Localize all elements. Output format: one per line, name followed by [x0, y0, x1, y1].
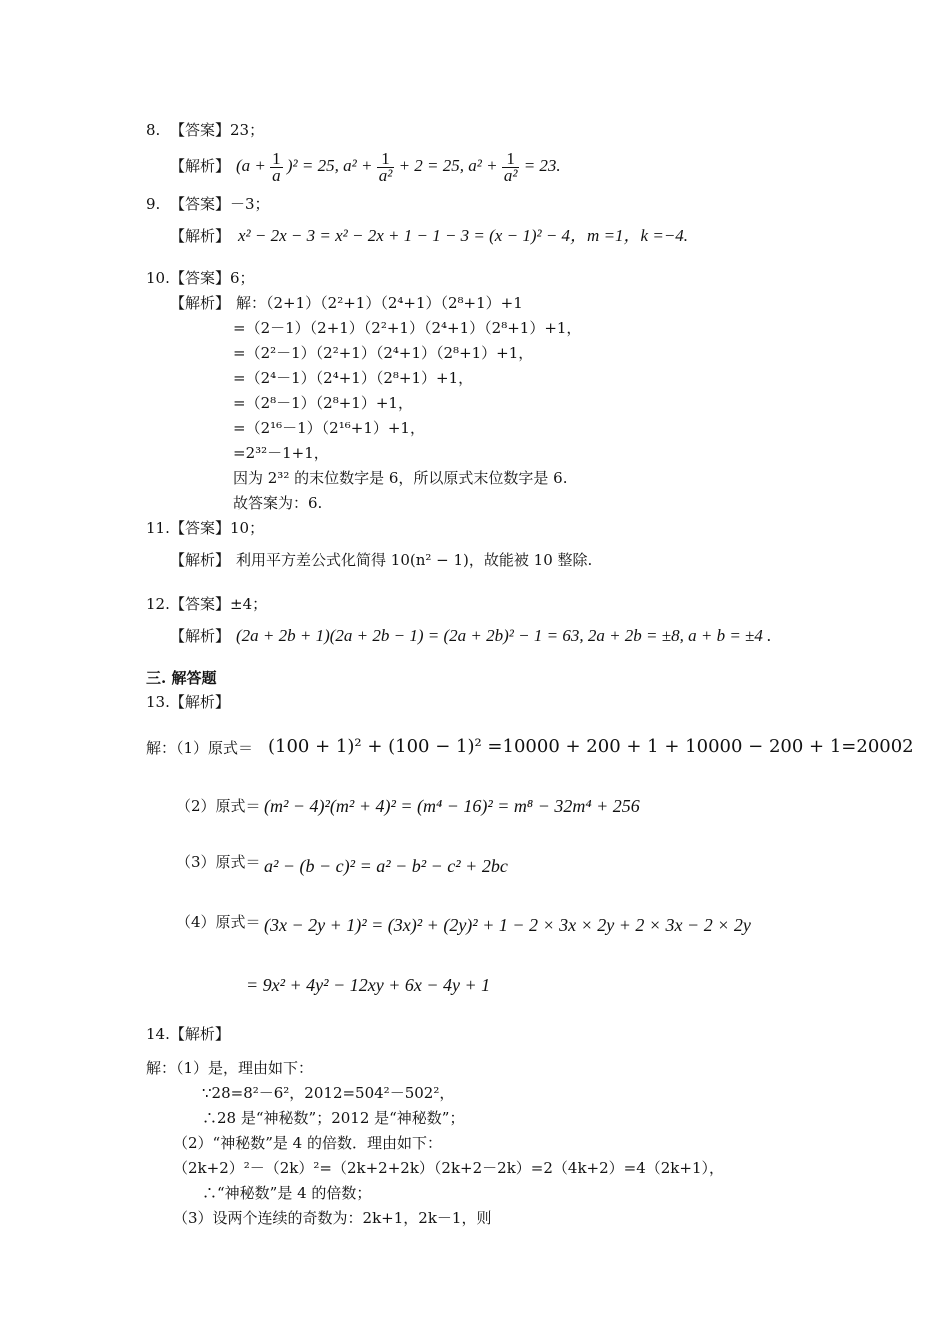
q9-answer: 【答案】－3；: [170, 195, 270, 213]
q12-answer: 【答案】±4；: [170, 595, 268, 613]
q13-part4-expr: (3x − 2y + 1)² = (3x)² + (2y)² + 1 − 2 × 3x × 2y + 2 × 3x − 2 × 2y: [264, 915, 751, 935]
q10-line-2: =（2－1）（2+1）（2²+1）（2⁴+1）（2⁸+1）+1，: [233, 319, 582, 337]
q13-part3-expr: a² − (b − c)² = a² − b² − c² + 2bc: [264, 856, 508, 876]
section-heading: 三. 解答题: [146, 669, 217, 687]
q9-analysis-tag: 【解析】: [170, 227, 231, 245]
q10-line-9: 故答案为：6.: [233, 494, 323, 512]
q10-answer: 【答案】6；: [170, 269, 255, 287]
q14-line-7: （3）设两个连续的奇数为：2k+1，2k－1，则: [173, 1209, 492, 1227]
q10-analysis-tag: 【解析】: [170, 294, 231, 312]
q8-sol-a: (a +: [236, 156, 266, 175]
q12-analysis-tag: 【解析】: [170, 627, 231, 645]
q14-line-1: 解：（1）是，理由如下：: [146, 1059, 314, 1077]
q10-line-5: =（2⁸－1）（2⁸+1）+1，: [233, 394, 413, 412]
q8-answer: 【答案】23；: [170, 121, 265, 139]
q11-analysis-tag: 【解析】: [170, 551, 231, 569]
q8-sol-b: )² = 25, a² +: [286, 156, 373, 175]
q11-solution: 利用平方差公式化简得 10(n² − 1)，故能被 10 整除.: [236, 551, 593, 569]
q14-line-2: ∵28=8²－6²，2012=504²－502²，: [202, 1084, 455, 1102]
q8-number: 8.: [146, 121, 161, 139]
q12-solution: (2a + 2b + 1)(2a + 2b − 1) = (2a + 2b)² − 1 = 63, 2a + 2b = ±8, a + b = ±4 .: [236, 626, 772, 645]
q14-line-5: （2k+2）²－（2k）²=（2k+2+2k）（2k+2－2k）=2（4k+2）=4（2k+1），: [173, 1159, 725, 1177]
q8-solution: [236, 148, 561, 184]
q10-line-1: 解：（2+1）（2²+1）（2⁴+1）（2⁸+1）+1: [236, 294, 523, 312]
q10-line-3: =（2²－1）（2²+1）（2⁴+1）（2⁸+1）+1，: [233, 344, 534, 362]
q13-part2-expr: (m² − 4)²(m² + 4)² = (m⁴ − 16)² = m⁸ − 32m⁴ + 256: [264, 796, 640, 816]
q8-analysis-tag: 【解析】: [170, 157, 231, 175]
q8-fraction-2: $\frac{1}{\text{a²}}$: [378, 148, 393, 185]
q9-solution: x² − 2x − 3 = x² − 2x + 1 − 1 − 3 = (x − 1)² − 4，m =1，k =−4.: [238, 226, 689, 245]
q8-sol-d: = 23.: [523, 156, 561, 175]
q13-part3-label: （3）原式＝: [176, 853, 261, 871]
q13-part4-result: = 9x² + 4y² − 12xy + 6x − 4y + 1: [246, 975, 491, 995]
q14-line-4: （2）“神秘数”是 4 的倍数．理由如下：: [173, 1134, 442, 1152]
q10-number: 10.: [146, 269, 170, 287]
q10-line-4: =（2⁴－1）（2⁴+1）（2⁸+1）+1，: [233, 369, 474, 387]
q8-fraction-1: $\frac{1}{a}$: [272, 148, 281, 185]
q13-heading: 13.【解析】: [146, 693, 230, 711]
q10-line-7: =2³²－1+1，: [233, 444, 329, 462]
q8-sol-c: + 2 = 25, a² +: [398, 156, 498, 175]
q10-line-8: 因为 2³² 的末位数字是 6，所以原式末位数字是 6.: [233, 469, 568, 487]
q13-part1-label: 解：（1）原式＝: [146, 739, 254, 757]
q14-line-6: ∴“神秘数”是 4 的倍数；: [202, 1184, 372, 1202]
q10-line-6: =（2¹⁶－1）（2¹⁶+1）+1，: [233, 419, 425, 437]
q13-part2-label: （2）原式＝: [176, 797, 261, 815]
q11-number: 11.: [146, 519, 170, 537]
q13-part1-expr: (100 + 1)² + (100 − 1)² =10000 + 200 + 1 + 10000 − 200 + 1=20002: [268, 736, 914, 757]
q13-part4-label: （4）原式＝: [176, 913, 261, 931]
q14-heading: 14.【解析】: [146, 1025, 230, 1043]
q9-number: 9.: [146, 195, 161, 213]
q11-answer: 【答案】10；: [170, 519, 265, 537]
q12-number: 12.: [146, 595, 170, 613]
q8-fraction-3: $\frac{1}{\text{a²}}$: [503, 148, 518, 185]
q14-line-3: ∴28 是“神秘数”；2012 是“神秘数”；: [202, 1109, 465, 1127]
